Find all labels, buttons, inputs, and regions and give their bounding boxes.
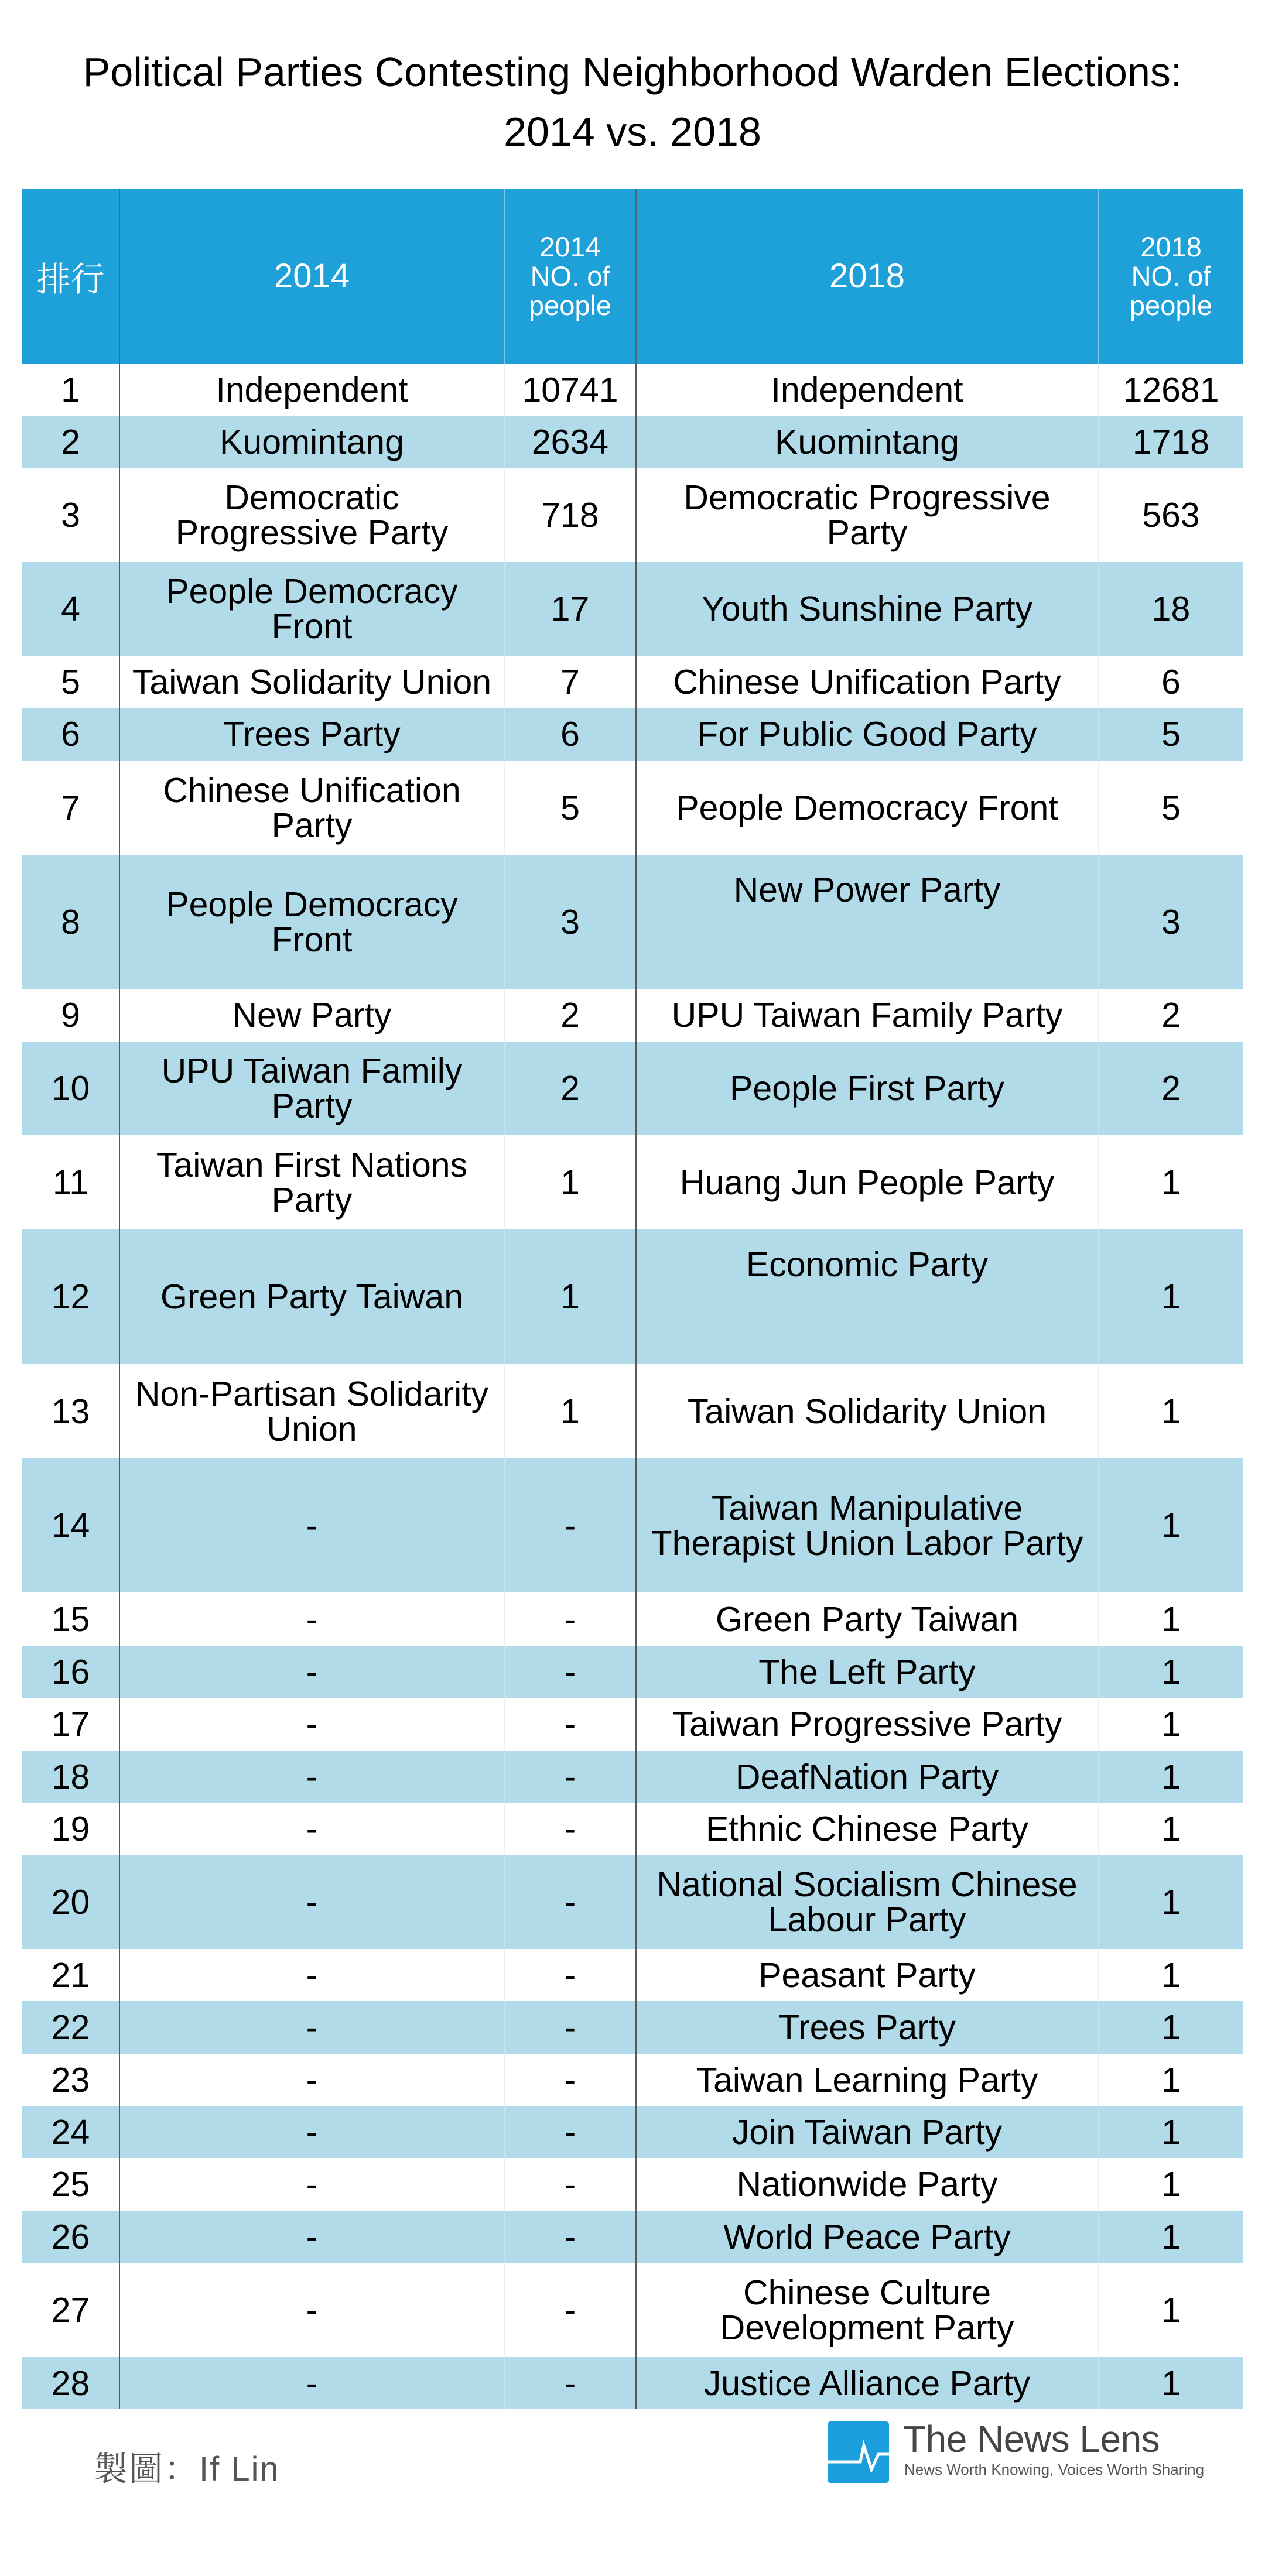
- count-2014-cell: 1: [504, 1135, 636, 1229]
- party-2018-cell: National Socialism Chinese Labour Party: [636, 1855, 1098, 1949]
- count-2014-cell: -: [504, 2263, 636, 2357]
- party-2014-cell: -: [119, 1458, 504, 1592]
- table-row: [22, 1458, 1243, 1592]
- party-2014-cell: -: [119, 2001, 504, 2054]
- table-row: [22, 708, 1243, 761]
- header-count-2014-line1: 2014: [539, 231, 601, 262]
- party-2018-cell: Taiwan Learning Party: [636, 2054, 1098, 2106]
- count-2018-cell: 1718: [1098, 416, 1243, 468]
- count-2014-cell: -: [504, 2357, 636, 2409]
- logo-name: The News Lens: [903, 2418, 1160, 2460]
- header-count-2018: [1098, 189, 1243, 364]
- count-2014-cell: -: [504, 2106, 636, 2158]
- party-2014-cell: -: [119, 2106, 504, 2158]
- header-count-2014: [504, 189, 636, 364]
- party-2014-cell: -: [119, 2054, 504, 2106]
- count-2018-cell: 3: [1098, 855, 1243, 989]
- party-2014-cell: -: [119, 1803, 504, 1855]
- party-2018-cell: World Peace Party: [636, 2211, 1098, 2263]
- count-2014-cell: -: [504, 1458, 636, 1592]
- rank-cell: 26: [22, 2211, 119, 2263]
- party-2014-cell: -: [119, 2263, 504, 2357]
- party-2014-cell: -: [119, 1646, 504, 1698]
- count-2018-cell: 1: [1098, 1646, 1243, 1698]
- rank-cell: 15: [22, 1592, 119, 1646]
- table-row: [22, 416, 1243, 468]
- party-2018-cell: Join Taiwan Party: [636, 2106, 1098, 2158]
- party-2014-cell: -: [119, 1592, 504, 1646]
- count-2018-cell: 1: [1098, 1855, 1243, 1949]
- party-2018-cell: DeafNation Party: [636, 1751, 1098, 1803]
- header-count-2014-line2: NO. of: [530, 260, 610, 292]
- party-2018-cell: The Left Party: [636, 1646, 1098, 1698]
- party-2014-cell: Trees Party: [119, 708, 504, 761]
- rank-cell: 12: [22, 1229, 119, 1364]
- count-2018-cell: 6: [1098, 656, 1243, 708]
- count-2014-cell: 3: [504, 855, 636, 989]
- count-2018-cell: 1: [1098, 2158, 1243, 2211]
- heartbeat-line-icon: [828, 2421, 889, 2483]
- count-2018-cell: 1: [1098, 1751, 1243, 1803]
- party-2018-cell: UPU Taiwan Family Party: [636, 989, 1098, 1042]
- rank-cell: 25: [22, 2158, 119, 2211]
- table-row: [22, 2158, 1243, 2211]
- title-line-2: 2014 vs. 2018: [504, 109, 761, 155]
- table-row: [22, 656, 1243, 708]
- party-2014-cell: UPU Taiwan Family Party: [119, 1042, 504, 1135]
- table-row: [22, 1646, 1243, 1698]
- table-row: [22, 1751, 1243, 1803]
- rank-cell: 13: [22, 1364, 119, 1458]
- count-2018-cell: 1: [1098, 1458, 1243, 1592]
- chart-credit: 製圖：If Lin: [94, 2450, 280, 2488]
- rank-cell: 7: [22, 761, 119, 855]
- count-2014-cell: -: [504, 1592, 636, 1646]
- table-row: [22, 855, 1243, 989]
- party-2014-cell: New Party: [119, 989, 504, 1042]
- rank-cell: 9: [22, 989, 119, 1042]
- party-2014-cell: -: [119, 2357, 504, 2409]
- header-rank: 排行: [22, 189, 119, 364]
- header-party-2018: 2018: [636, 189, 1098, 364]
- table-row: [22, 562, 1243, 656]
- header-count-2018-line2: NO. of: [1131, 260, 1211, 292]
- count-2014-cell: 1: [504, 1229, 636, 1364]
- party-2014-cell: Taiwan First Nations Party: [119, 1135, 504, 1229]
- count-2018-cell: 1: [1098, 2001, 1243, 2054]
- table-row: [22, 989, 1243, 1042]
- count-2014-cell: 17: [504, 562, 636, 656]
- table-row: [22, 2357, 1243, 2409]
- party-2018-cell: Justice Alliance Party: [636, 2357, 1098, 2409]
- count-2014-cell: 6: [504, 708, 636, 761]
- party-2018-cell: New Power Party: [636, 855, 1098, 989]
- party-2018-cell: Taiwan Progressive Party: [636, 1698, 1098, 1751]
- party-2018-cell: Chinese Culture Development Party: [636, 2263, 1098, 2357]
- table-row: [22, 1698, 1243, 1751]
- table-row: [22, 468, 1243, 562]
- party-2018-cell: Taiwan Manipulative Therapist Union Labor Party: [636, 1458, 1098, 1592]
- count-2018-cell: 1: [1098, 1135, 1243, 1229]
- party-2018-cell: Ethnic Chinese Party: [636, 1803, 1098, 1855]
- party-2018-cell: Economic Party: [636, 1229, 1098, 1364]
- table-row: [22, 1042, 1243, 1135]
- rank-cell: 3: [22, 468, 119, 562]
- rank-cell: 18: [22, 1751, 119, 1803]
- count-2018-cell: 1: [1098, 2263, 1243, 2357]
- rank-cell: 27: [22, 2263, 119, 2357]
- table-header-row: [22, 189, 1243, 364]
- count-2018-cell: 1: [1098, 1364, 1243, 1458]
- count-2018-cell: 1: [1098, 1949, 1243, 2001]
- news-lens-logo: [828, 2418, 1205, 2483]
- header-count-2014-line3: people: [528, 289, 612, 321]
- party-2014-cell: Kuomintang: [119, 416, 504, 468]
- party-2014-cell: -: [119, 1855, 504, 1949]
- count-2014-cell: 1: [504, 1364, 636, 1458]
- party-comparison-table: [22, 189, 1243, 2409]
- table-row: [22, 2263, 1243, 2357]
- party-2014-cell: Democratic Progressive Party: [119, 468, 504, 562]
- count-2018-cell: 5: [1098, 708, 1243, 761]
- count-2018-cell: 2: [1098, 1042, 1243, 1135]
- party-2018-cell: Peasant Party: [636, 1949, 1098, 2001]
- party-2018-cell: Nationwide Party: [636, 2158, 1098, 2211]
- party-2014-cell: Non-Partisan Solidarity Union: [119, 1364, 504, 1458]
- party-2014-cell: People Democracy Front: [119, 562, 504, 656]
- rank-cell: 23: [22, 2054, 119, 2106]
- count-2018-cell: 1: [1098, 2357, 1243, 2409]
- party-2014-cell: -: [119, 2211, 504, 2263]
- table-row: [22, 2001, 1243, 2054]
- count-2014-cell: -: [504, 2158, 636, 2211]
- rank-cell: 6: [22, 708, 119, 761]
- count-2014-cell: 2634: [504, 416, 636, 468]
- table-row: [22, 2211, 1243, 2263]
- count-2018-cell: 5: [1098, 761, 1243, 855]
- party-2018-cell: Green Party Taiwan: [636, 1592, 1098, 1646]
- count-2014-cell: -: [504, 2054, 636, 2106]
- rank-cell: 28: [22, 2357, 119, 2409]
- party-2018-cell: For Public Good Party: [636, 708, 1098, 761]
- party-2014-cell: Independent: [119, 364, 504, 416]
- rank-cell: 21: [22, 1949, 119, 2001]
- rank-cell: 1: [22, 364, 119, 416]
- title-line-1: Political Parties Contesting Neighborhood Warden Elections:: [83, 49, 1182, 95]
- party-2018-cell: Youth Sunshine Party: [636, 562, 1098, 656]
- count-2014-cell: -: [504, 1646, 636, 1698]
- party-2014-cell: Chinese Unification Party: [119, 761, 504, 855]
- logo-tagline: News Worth Knowing, Voices Worth Sharing: [904, 2461, 1205, 2478]
- count-2018-cell: 1: [1098, 2106, 1243, 2158]
- party-2018-cell: Chinese Unification Party: [636, 656, 1098, 708]
- table-row: [22, 1949, 1243, 2001]
- party-2014-cell: -: [119, 1698, 504, 1751]
- count-2018-cell: 563: [1098, 468, 1243, 562]
- table-row: [22, 1855, 1243, 1949]
- rank-cell: 22: [22, 2001, 119, 2054]
- count-2014-cell: 5: [504, 761, 636, 855]
- count-2014-cell: 2: [504, 1042, 636, 1135]
- party-2018-cell: Democratic Progressive Party: [636, 468, 1098, 562]
- table-row: [22, 1592, 1243, 1646]
- rank-cell: 19: [22, 1803, 119, 1855]
- rank-cell: 11: [22, 1135, 119, 1229]
- count-2018-cell: 18: [1098, 562, 1243, 656]
- table-row: [22, 2106, 1243, 2158]
- count-2014-cell: -: [504, 2001, 636, 2054]
- party-2014-cell: -: [119, 1949, 504, 2001]
- rank-cell: 24: [22, 2106, 119, 2158]
- rank-cell: 10: [22, 1042, 119, 1135]
- rank-cell: 16: [22, 1646, 119, 1698]
- party-2014-cell: -: [119, 2158, 504, 2211]
- count-2018-cell: 1: [1098, 1698, 1243, 1751]
- party-2018-cell: Trees Party: [636, 2001, 1098, 2054]
- rank-cell: 5: [22, 656, 119, 708]
- rank-cell: 14: [22, 1458, 119, 1592]
- count-2018-cell: 1: [1098, 1803, 1243, 1855]
- count-2018-cell: 1: [1098, 2211, 1243, 2263]
- table-row: [22, 1803, 1243, 1855]
- count-2018-cell: 12681: [1098, 364, 1243, 416]
- count-2014-cell: -: [504, 1698, 636, 1751]
- party-2014-cell: -: [119, 1751, 504, 1803]
- count-2014-cell: 7: [504, 656, 636, 708]
- count-2014-cell: -: [504, 1949, 636, 2001]
- rank-cell: 17: [22, 1698, 119, 1751]
- party-2018-cell: Kuomintang: [636, 416, 1098, 468]
- table-row: [22, 2054, 1243, 2106]
- table-row: [22, 1364, 1243, 1458]
- header-party-2014: 2014: [119, 189, 504, 364]
- count-2014-cell: -: [504, 1803, 636, 1855]
- count-2014-cell: -: [504, 1751, 636, 1803]
- count-2014-cell: -: [504, 2211, 636, 2263]
- header-count-2018-line1: 2018: [1140, 231, 1202, 262]
- party-2014-cell: Taiwan Solidarity Union: [119, 656, 504, 708]
- rank-cell: 4: [22, 562, 119, 656]
- party-2014-cell: People Democracy Front: [119, 855, 504, 989]
- table-row: [22, 364, 1243, 416]
- header-count-2018-line3: people: [1129, 289, 1213, 321]
- party-2018-cell: Huang Jun People Party: [636, 1135, 1098, 1229]
- count-2018-cell: 2: [1098, 989, 1243, 1042]
- table-row: [22, 1135, 1243, 1229]
- count-2018-cell: 1: [1098, 1592, 1243, 1646]
- party-2014-cell: Green Party Taiwan: [119, 1229, 504, 1364]
- count-2014-cell: 2: [504, 989, 636, 1042]
- page-title: [0, 42, 1265, 162]
- party-2018-cell: People First Party: [636, 1042, 1098, 1135]
- count-2018-cell: 1: [1098, 2054, 1243, 2106]
- count-2014-cell: -: [504, 1855, 636, 1949]
- count-2014-cell: 718: [504, 468, 636, 562]
- rank-cell: 8: [22, 855, 119, 989]
- count-2018-cell: 1: [1098, 1229, 1243, 1364]
- party-2018-cell: People Democracy Front: [636, 761, 1098, 855]
- table-row: [22, 1229, 1243, 1364]
- table-row: [22, 761, 1243, 855]
- party-2018-cell: Independent: [636, 364, 1098, 416]
- party-2018-cell: Taiwan Solidarity Union: [636, 1364, 1098, 1458]
- count-2014-cell: 10741: [504, 364, 636, 416]
- rank-cell: 2: [22, 416, 119, 468]
- rank-cell: 20: [22, 1855, 119, 1949]
